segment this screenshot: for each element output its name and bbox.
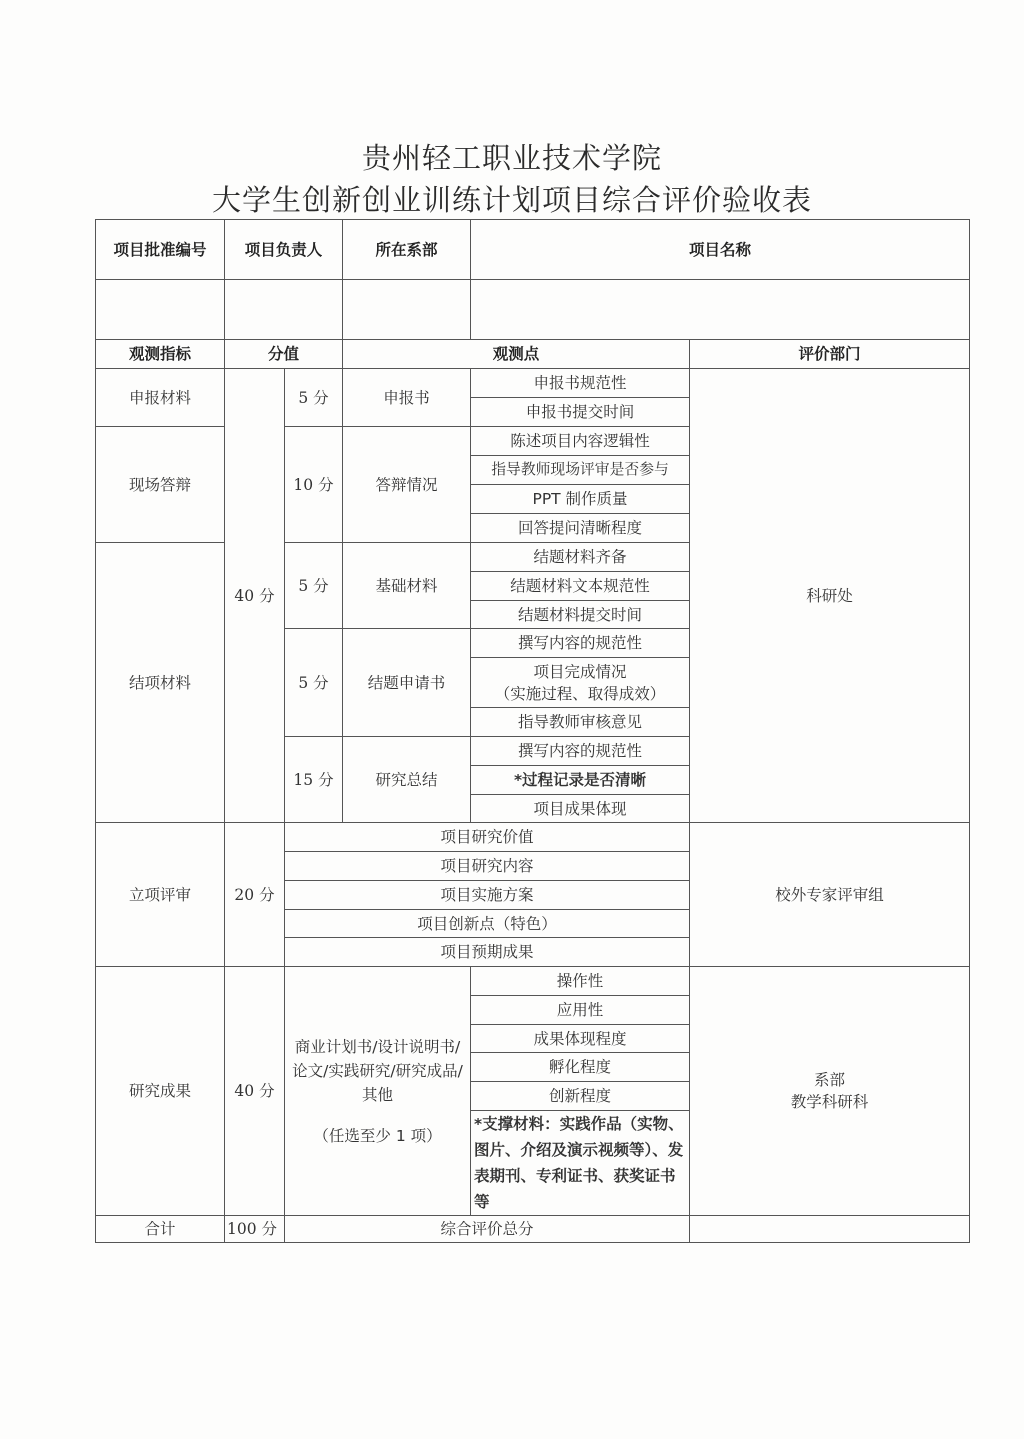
support-materials: *支撑材料：实践作品（实物、图片、介绍及演示视频等）、发表期刊、专利证书、获奖证书等 (471, 1111, 690, 1216)
observation-point: 项目成果体现 (471, 795, 690, 823)
score-establish: 20 分 (225, 823, 285, 967)
observation-point: 撰写内容的规范性 (471, 629, 690, 658)
observation-point: 孵化程度 (471, 1053, 690, 1082)
indicator-defense: 现场答辩 (96, 427, 225, 543)
indicator-closing: 结项材料 (96, 543, 225, 823)
overall-score-field[interactable] (690, 1216, 970, 1243)
subheader-row (96, 340, 970, 369)
leader-field[interactable] (225, 280, 343, 340)
observation-point: 陈述项目内容逻辑性 (471, 427, 690, 456)
project-name-field[interactable] (471, 280, 970, 340)
observation-point: 指导教师审核意见 (471, 708, 690, 737)
subheader-score: 分值 (225, 340, 343, 369)
item-basic: 基础材料 (343, 543, 471, 629)
observation-point-line: 项目完成情况 (533, 662, 627, 681)
observation-point: 申报书提交时间 (471, 398, 690, 427)
total-label: 合计 (96, 1216, 225, 1243)
evaluator-expert-group: 校外专家评审组 (690, 823, 970, 967)
observation-point: 结题材料齐备 (471, 543, 690, 572)
header-project-name: 项目名称 (471, 220, 970, 280)
score-40-group: 40 分 (225, 369, 285, 823)
observation-point-line: （实施过程、取得成效） (494, 684, 666, 703)
total-row (96, 1216, 970, 1243)
observation-point: PPT 制作质量 (471, 485, 690, 514)
observation-point: 项目创新点（特色） (285, 910, 690, 938)
document-title: 贵州轻工职业技术学院 (361, 141, 662, 175)
observation-point: 创新程度 (471, 1082, 690, 1111)
results-note: （任选至少 1 项） (313, 1127, 442, 1145)
header-row (96, 220, 970, 280)
evaluator-line: 系部 (814, 1071, 846, 1089)
observation-point: 操作性 (471, 967, 690, 996)
observation-point: 项目研究价值 (285, 823, 690, 852)
observation-point: 结题材料文本规范性 (471, 572, 690, 601)
observation-point: *过程记录是否清晰 (471, 766, 690, 795)
observation-point: 项目预期成果 (285, 938, 690, 967)
header-department: 所在系部 (343, 220, 471, 280)
evaluator-research-office: 科研处 (690, 369, 970, 823)
results-description (285, 967, 471, 1216)
header-approval-no: 项目批准编号 (96, 220, 225, 280)
observation-point: 结题材料提交时间 (471, 601, 690, 629)
score-defense: 10 分 (285, 427, 343, 543)
overall-score-label: 综合评价总分 (285, 1216, 690, 1243)
indicator-results: 研究成果 (96, 967, 225, 1216)
observation-point: 申报书规范性 (471, 369, 690, 398)
score-basic: 5 分 (285, 543, 343, 629)
indicator-establish: 立项评审 (96, 823, 225, 967)
indicator-application: 申报材料 (96, 369, 225, 427)
evaluator-line: 教学科研科 (790, 1093, 869, 1111)
header-leader: 项目负责人 (225, 220, 343, 280)
observation-point (471, 658, 690, 708)
observation-point: 项目研究内容 (285, 852, 690, 881)
observation-point: 回答提问清晰程度 (471, 514, 690, 543)
total-score: 100 分 (225, 1216, 285, 1243)
entry-row (96, 280, 970, 340)
evaluator-department (690, 967, 970, 1216)
observation-point: 项目实施方案 (285, 881, 690, 910)
department-field[interactable] (343, 280, 471, 340)
subheader-indicator: 观测指标 (96, 340, 225, 369)
item-summary: 研究总结 (343, 737, 471, 823)
document-subtitle: 大学生创新创业训练计划项目综合评价验收表 (211, 183, 812, 217)
item-closing-application: 结题申请书 (343, 629, 471, 737)
results-types: 商业计划书/设计说明书/论文/实践研究/研究成品/其他 (292, 1038, 463, 1104)
observation-point: 应用性 (471, 996, 690, 1025)
score-closing-application: 5 分 (285, 629, 343, 737)
observation-point: 撰写内容的规范性 (471, 737, 690, 766)
approval-no-field[interactable] (96, 280, 225, 340)
subheader-observation: 观测点 (343, 340, 690, 369)
observation-point: 成果体现程度 (471, 1025, 690, 1053)
evaluation-table (95, 219, 970, 1243)
observation-point: 指导教师现场评审是否参与 (471, 456, 690, 485)
score-application: 5 分 (285, 369, 343, 427)
score-results: 40 分 (225, 967, 285, 1216)
item-application: 申报书 (343, 369, 471, 427)
subheader-evaluator: 评价部门 (690, 340, 970, 369)
score-summary: 15 分 (285, 737, 343, 823)
item-defense: 答辩情况 (343, 427, 471, 543)
